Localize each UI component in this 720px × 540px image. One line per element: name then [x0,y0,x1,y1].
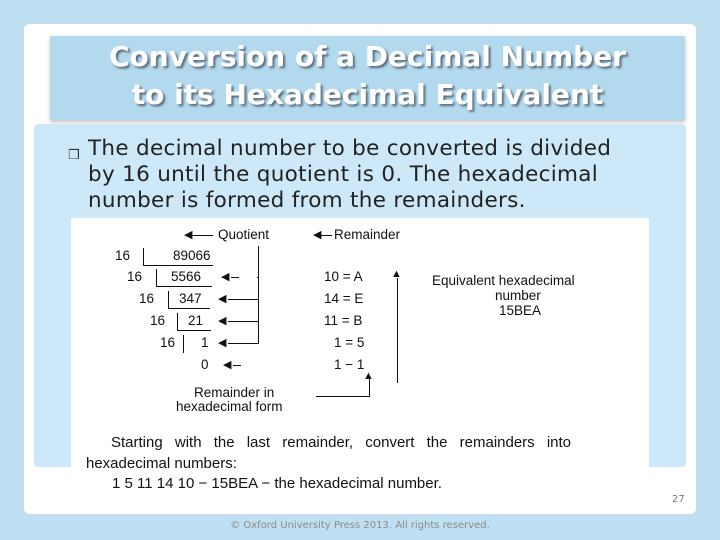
bullet-line-3: number is formed from the remainders. [88,188,526,213]
page-number: 27 [672,494,685,505]
ladder-hline-1 [143,265,213,266]
remainder-1: 10 = A [324,269,363,284]
quotient-1: 89066 [173,248,211,263]
quotient-3: 347 [179,291,202,306]
quotient-2: 5566 [171,269,202,284]
ladder-vline-5 [183,335,184,353]
row-arrow-line-1 [231,277,239,278]
quotient-header-arrow-line [189,235,213,236]
remainder-3: 11 = B [324,313,363,328]
quotient-4: 21 [188,313,204,328]
remainder-form-label-1: Remainder in [194,385,275,400]
title-line-1: Conversion of a Decimal Number [109,40,626,73]
quotient-5: 1 [201,335,209,350]
row-arrowhead-5: ◀ [223,359,232,371]
ladder-vline-2 [156,269,157,287]
ladder-vline-4 [177,313,178,331]
caption-line-3: 1 5 11 14 10 − 15BEA − the hexadecimal number. [112,475,442,492]
remainder-form-arrow-hline [316,396,369,397]
slide-title [50,38,685,114]
connector-vline-left [258,246,259,344]
remainder-form-label-2: hexadecimal form [176,399,283,414]
up-arrowhead: ▲ [391,268,402,280]
divisor-row-5: 16 [160,335,176,350]
remainder-header: Remainder [334,227,401,242]
divisor-row-1: 16 [115,248,131,263]
equivalent-label-1: Equivalent hexadecimal [432,273,575,288]
divisor-row-2: 16 [127,269,143,284]
copyright-footer: © Oxford University Press 2013. All rights reserved. [230,520,490,531]
row-arrow-line-2 [228,299,258,300]
row-arrowhead-1: ◀ [221,271,230,283]
bullet-line-2: by 16 until the quotient is 0. The hexadecimal [88,162,599,187]
equivalent-label-2: number [495,288,541,303]
conversion-figure [71,218,649,470]
divisor-row-3: 16 [139,291,155,306]
divisor-row-4: 16 [150,313,166,328]
up-arrow-line [397,278,398,383]
quotient-6: 0 [201,357,209,372]
remainder-form-arrowhead: ▲ [363,370,374,382]
quotient-header: Quotient [218,227,270,242]
ladder-vline-1 [143,248,144,266]
remainder-2: 14 = E [324,291,364,306]
caption-line-1: Starting with the last remainder, convert the remainders into [111,434,572,451]
row-arrowhead-3: ◀ [218,315,227,327]
remainder-5: 1 − 1 [334,357,365,372]
ladder-hline-4 [177,330,211,331]
ladder-vline-3 [168,291,169,309]
bullet-icon: ❒ [68,148,80,163]
row-arrowhead-2: ◀ [218,293,227,305]
title-line-2: to its Hexadecimal Equivalent [131,78,604,111]
bullet-line-1: The decimal number to be converted is divided [88,136,612,161]
remainder-4: 1 = 5 [334,335,365,350]
row-arrow-line-3 [228,321,258,322]
remainder-header-arrowhead: ◀ [313,229,322,241]
connector-tick [257,277,259,278]
caption-line-2: hexadecimal numbers: [86,455,237,472]
ladder-hline-3 [168,308,210,309]
bullet-paragraph [70,136,670,214]
quotient-header-arrowhead: ◀ [184,229,193,241]
equivalent-value: 15BEA [499,303,542,318]
row-arrow-line-4 [228,343,258,344]
row-arrowhead-4: ◀ [218,337,227,349]
row-arrow-line-5 [233,365,241,366]
ladder-hline-2 [156,286,212,287]
